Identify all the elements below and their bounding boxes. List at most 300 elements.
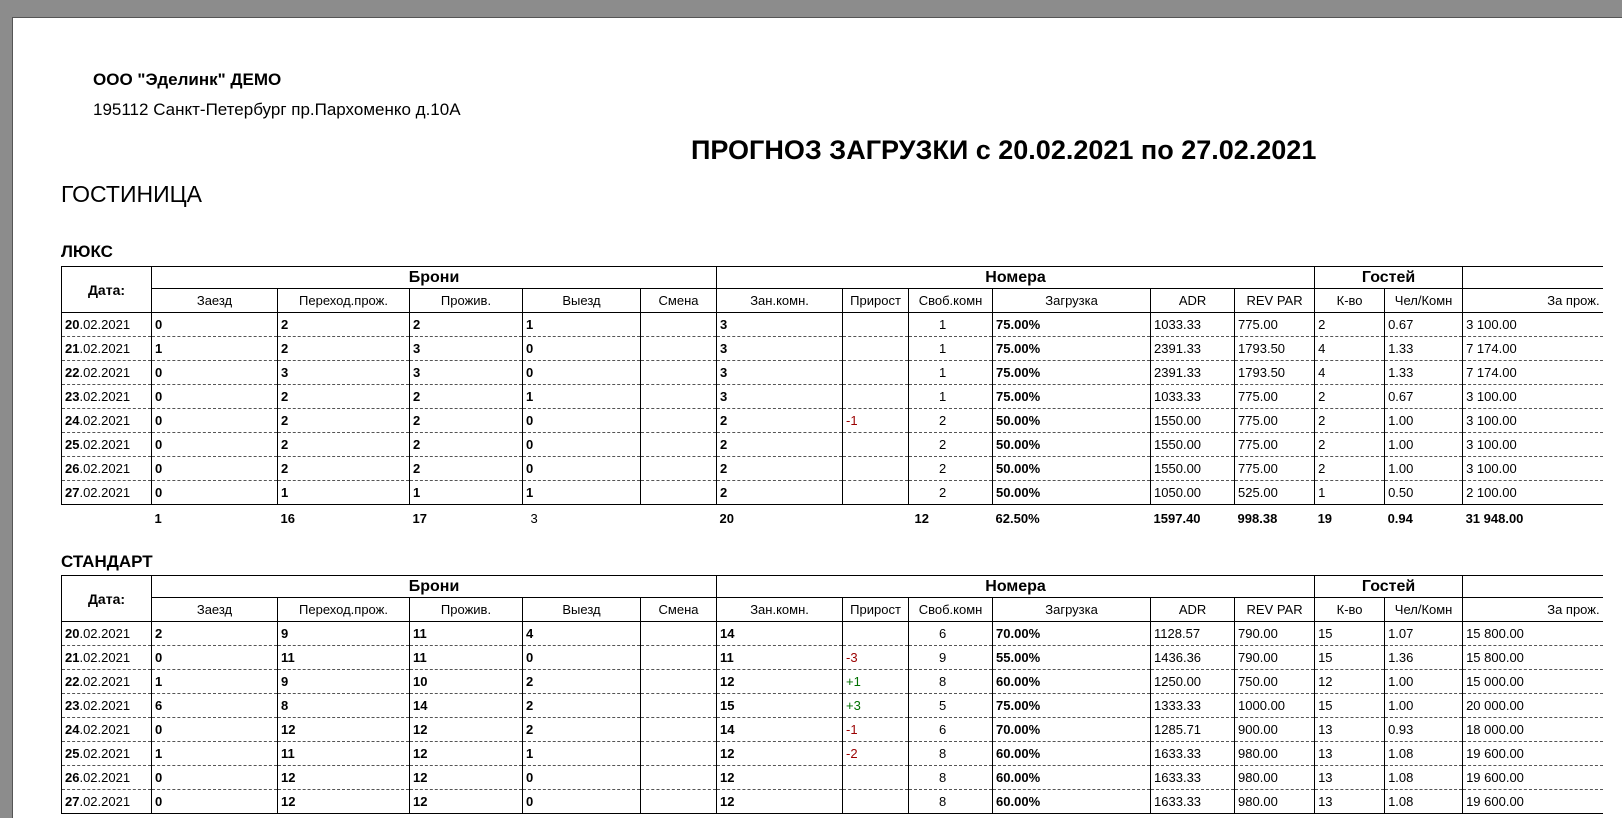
date-rest: .02.2021 <box>79 317 131 332</box>
col-prirost-cell <box>843 622 909 646</box>
header-col-revpar: REV PAR <box>1235 598 1315 622</box>
col-smena-cell <box>641 385 717 409</box>
col-zaproj-cell: 3 100.00 <box>1463 385 1603 409</box>
col-vyezd-cell: 1 <box>523 742 641 766</box>
col-svob-cell: 8 <box>909 670 993 694</box>
header-col-smena: Смена <box>641 598 717 622</box>
col-perehod-cell: 12 <box>278 718 410 742</box>
col-vyezd-cell: 4 <box>523 622 641 646</box>
total-col-zaezd: 1 <box>154 511 162 527</box>
col-zaezd-cell: 2 <box>152 622 278 646</box>
col-smena-cell <box>641 361 717 385</box>
date-cell <box>62 718 152 742</box>
report-page <box>12 17 1622 818</box>
col-vyezd-cell: 2 <box>523 670 641 694</box>
col-smena-cell <box>641 646 717 670</box>
date-cell <box>62 766 152 790</box>
col-vyezd-cell: 0 <box>523 457 641 481</box>
col-perehod-cell: 11 <box>278 742 410 766</box>
date-rest: .02.2021 <box>79 389 131 404</box>
col-kvo-cell: 12 <box>1315 670 1385 694</box>
col-zan-cell: 11 <box>717 646 843 670</box>
header-col-adr: ADR <box>1151 289 1235 313</box>
col-perehod-cell: 2 <box>278 409 410 433</box>
col-chel-cell: 0.67 <box>1385 385 1463 409</box>
date-header: Дата: <box>62 576 152 622</box>
col-kvo-cell: 15 <box>1315 622 1385 646</box>
col-projiv-cell: 12 <box>410 718 523 742</box>
col-zaproj-cell: 20 000.00 <box>1463 694 1603 718</box>
col-prirost-cell <box>843 385 909 409</box>
col-perehod-cell: 12 <box>278 766 410 790</box>
col-zagr-cell: 50.00% <box>993 481 1151 505</box>
col-adr-cell: 1550.00 <box>1151 409 1235 433</box>
col-vyezd-cell: 0 <box>523 766 641 790</box>
col-svob-cell: 6 <box>909 622 993 646</box>
col-revpar-cell: 775.00 <box>1235 313 1315 337</box>
header-col-kvo: К-во <box>1315 289 1385 313</box>
date-cell <box>62 481 152 505</box>
date-cell <box>62 742 152 766</box>
col-adr-cell: 1550.00 <box>1151 457 1235 481</box>
col-projiv-cell: 3 <box>410 361 523 385</box>
col-prirost-cell <box>843 313 909 337</box>
col-chel-cell: 1.00 <box>1385 433 1463 457</box>
date-cell <box>62 313 152 337</box>
col-zagr-cell: 75.00% <box>993 361 1151 385</box>
col-zagr-cell: 55.00% <box>993 646 1151 670</box>
date-rest: .02.2021 <box>79 698 131 713</box>
total-col-smena <box>641 505 717 531</box>
col-chel-cell: 1.33 <box>1385 337 1463 361</box>
col-projiv-cell: 2 <box>410 433 523 457</box>
group-header-gostey: Гостей <box>1315 576 1463 598</box>
header-col-zagr: Загрузка <box>993 598 1151 622</box>
table-row <box>62 337 1603 361</box>
col-prirost-cell <box>843 361 909 385</box>
col-chel-cell: 1.00 <box>1385 409 1463 433</box>
col-kvo-cell: 2 <box>1315 313 1385 337</box>
col-projiv-cell: 2 <box>410 385 523 409</box>
col-chel-cell: 1.07 <box>1385 622 1463 646</box>
date-day: 24 <box>65 722 80 737</box>
date-day: 23 <box>65 389 80 404</box>
col-chel-cell: 1.08 <box>1385 766 1463 790</box>
col-chel-cell: 1.00 <box>1385 457 1463 481</box>
col-perehod-cell: 9 <box>278 670 410 694</box>
col-zaezd-cell: 1 <box>152 337 278 361</box>
col-chel-cell: 1.00 <box>1385 694 1463 718</box>
col-adr-cell: 1333.33 <box>1151 694 1235 718</box>
col-kvo-cell: 2 <box>1315 409 1385 433</box>
col-zaproj-cell: 19 600.00 <box>1463 790 1603 814</box>
col-zaezd-cell: 1 <box>152 742 278 766</box>
col-zagr-cell: 70.00% <box>993 622 1151 646</box>
table-row <box>62 409 1603 433</box>
table-row <box>62 766 1603 790</box>
date-day: 24 <box>65 413 80 428</box>
date-day: 20 <box>65 626 80 641</box>
col-perehod-cell: 11 <box>278 646 410 670</box>
col-adr-cell: 2391.33 <box>1151 337 1235 361</box>
col-zaezd-cell: 0 <box>152 646 278 670</box>
col-zaezd-cell: 0 <box>152 361 278 385</box>
col-zaproj-cell: 3 100.00 <box>1463 457 1603 481</box>
col-prirost-cell: -3 <box>843 646 909 670</box>
col-revpar-cell: 1793.50 <box>1235 361 1315 385</box>
col-vyezd-cell: 0 <box>523 433 641 457</box>
col-kvo-cell: 13 <box>1315 718 1385 742</box>
date-rest: .02.2021 <box>79 794 131 809</box>
col-zan-cell: 3 <box>717 337 843 361</box>
total-col-svob: 12 <box>914 511 930 527</box>
col-zan-cell: 12 <box>717 742 843 766</box>
col-perehod-cell: 2 <box>278 313 410 337</box>
col-svob-cell: 8 <box>909 790 993 814</box>
forecast-table-standard <box>61 575 1603 814</box>
col-svob-cell: 5 <box>909 694 993 718</box>
group-header-broni: Брони <box>152 576 717 598</box>
date-day: 27 <box>65 485 80 500</box>
col-chel-cell: 1.33 <box>1385 361 1463 385</box>
date-rest: .02.2021 <box>79 722 131 737</box>
col-prirost-cell <box>843 766 909 790</box>
company-address: 195112 Санкт-Петербург пр.Пархоменко д.10А <box>93 100 461 119</box>
col-chel-cell: 0.67 <box>1385 313 1463 337</box>
table-row <box>62 433 1603 457</box>
header-col-zaezd: Заезд <box>152 598 278 622</box>
date-cell <box>62 385 152 409</box>
date-day: 21 <box>65 650 80 665</box>
col-zaezd-cell: 0 <box>152 790 278 814</box>
col-revpar-cell: 775.00 <box>1235 409 1315 433</box>
col-prirost-cell <box>843 337 909 361</box>
col-smena-cell <box>641 337 717 361</box>
col-zaproj-cell: 3 100.00 <box>1463 433 1603 457</box>
col-perehod-cell: 8 <box>278 694 410 718</box>
col-zan-cell: 3 <box>717 385 843 409</box>
header-col-chel: Чел/Комн <box>1385 598 1463 622</box>
col-svob-cell: 9 <box>909 646 993 670</box>
col-zan-cell: 3 <box>717 361 843 385</box>
date-rest: .02.2021 <box>79 650 131 665</box>
date-day: 25 <box>65 437 80 452</box>
col-zagr-cell: 50.00% <box>993 433 1151 457</box>
col-zaproj-cell: 19 600.00 <box>1463 742 1603 766</box>
table-row <box>62 694 1603 718</box>
col-adr-cell: 1285.71 <box>1151 718 1235 742</box>
col-revpar-cell: 1793.50 <box>1235 337 1315 361</box>
col-revpar-cell: 775.00 <box>1235 457 1315 481</box>
col-zaproj-cell: 3 100.00 <box>1463 313 1603 337</box>
col-adr-cell: 1033.33 <box>1151 385 1235 409</box>
date-rest: .02.2021 <box>79 674 131 689</box>
table-row <box>62 313 1603 337</box>
date-rest: .02.2021 <box>79 437 131 452</box>
date-cell <box>62 694 152 718</box>
col-svob-cell: 2 <box>909 481 993 505</box>
col-zagr-cell: 75.00% <box>993 313 1151 337</box>
col-svob-cell: 1 <box>909 337 993 361</box>
total-col-prirost <box>843 505 909 531</box>
col-kvo-cell: 15 <box>1315 694 1385 718</box>
col-revpar-cell: 525.00 <box>1235 481 1315 505</box>
report-title: ПРОГНОЗ ЗАГРУЗКИ с 20.02.2021 по 27.02.2021 <box>691 135 1317 165</box>
col-revpar-cell: 900.00 <box>1235 718 1315 742</box>
col-prirost-cell <box>843 457 909 481</box>
table-row <box>62 646 1603 670</box>
col-chel-cell: 1.36 <box>1385 646 1463 670</box>
date-cell <box>62 622 152 646</box>
col-smena-cell <box>641 457 717 481</box>
header-col-zan: Зан.комн. <box>717 289 843 313</box>
total-col-zan: 20 <box>719 511 735 527</box>
col-kvo-cell: 2 <box>1315 385 1385 409</box>
col-adr-cell: 1633.33 <box>1151 790 1235 814</box>
col-zan-cell: 2 <box>717 433 843 457</box>
col-prirost-cell: +1 <box>843 670 909 694</box>
col-vyezd-cell: 2 <box>523 694 641 718</box>
forecast-table-lux <box>61 266 1603 531</box>
col-vyezd-cell: 0 <box>523 646 641 670</box>
col-vyezd-cell: 0 <box>523 337 641 361</box>
col-adr-cell: 2391.33 <box>1151 361 1235 385</box>
total-col-kvo: 19 <box>1317 511 1333 527</box>
date-header: Дата: <box>62 267 152 313</box>
col-zan-cell: 14 <box>717 718 843 742</box>
header-col-zaproj: За прож. <box>1463 598 1603 622</box>
date-day: 26 <box>65 461 80 476</box>
col-svob-cell: 1 <box>909 361 993 385</box>
col-perehod-cell: 1 <box>278 481 410 505</box>
header-col-revpar: REV PAR <box>1235 289 1315 313</box>
col-zan-cell: 2 <box>717 409 843 433</box>
totals-row <box>62 505 1603 531</box>
col-revpar-cell: 775.00 <box>1235 433 1315 457</box>
col-adr-cell: 1128.57 <box>1151 622 1235 646</box>
col-chel-cell: 0.50 <box>1385 481 1463 505</box>
col-zan-cell: 12 <box>717 766 843 790</box>
header-col-smena: Смена <box>641 289 717 313</box>
col-svob-cell: 8 <box>909 766 993 790</box>
col-zaproj-cell: 19 600.00 <box>1463 766 1603 790</box>
col-projiv-cell: 11 <box>410 622 523 646</box>
col-svob-cell: 1 <box>909 385 993 409</box>
col-projiv-cell: 2 <box>410 457 523 481</box>
total-col-revpar: 998.38 <box>1237 511 1278 527</box>
col-zaezd-cell: 0 <box>152 481 278 505</box>
col-perehod-cell: 2 <box>278 337 410 361</box>
col-perehod-cell: 2 <box>278 385 410 409</box>
col-zagr-cell: 60.00% <box>993 670 1151 694</box>
date-cell <box>62 337 152 361</box>
col-zagr-cell: 60.00% <box>993 742 1151 766</box>
col-zagr-cell: 50.00% <box>993 409 1151 433</box>
total-col-zagr: 62.50% <box>995 511 1040 527</box>
date-day: 20 <box>65 317 80 332</box>
col-zaproj-cell: 2 100.00 <box>1463 481 1603 505</box>
col-prirost-cell: -1 <box>843 718 909 742</box>
col-svob-cell: 8 <box>909 742 993 766</box>
col-adr-cell: 1050.00 <box>1151 481 1235 505</box>
group-header-nomera: Номера <box>717 267 1315 289</box>
table-row <box>62 457 1603 481</box>
col-projiv-cell: 12 <box>410 742 523 766</box>
col-vyezd-cell: 0 <box>523 409 641 433</box>
col-prirost-cell: -2 <box>843 742 909 766</box>
col-smena-cell <box>641 622 717 646</box>
date-rest: .02.2021 <box>79 626 131 641</box>
table-row <box>62 622 1603 646</box>
total-col-vyezd: 3 <box>530 511 538 527</box>
col-revpar-cell: 750.00 <box>1235 670 1315 694</box>
header-col-zaezd: Заезд <box>152 289 278 313</box>
col-adr-cell: 1250.00 <box>1151 670 1235 694</box>
date-rest: .02.2021 <box>79 770 131 785</box>
total-col-zaproj: 31 948.00 <box>1465 511 1524 527</box>
date-day: 25 <box>65 746 80 761</box>
col-zaproj-cell: 15 000.00 <box>1463 670 1603 694</box>
total-col-adr: 1597.40 <box>1153 511 1201 527</box>
table-row <box>62 670 1603 694</box>
col-projiv-cell: 1 <box>410 481 523 505</box>
col-svob-cell: 6 <box>909 718 993 742</box>
col-projiv-cell: 11 <box>410 646 523 670</box>
col-zaezd-cell: 0 <box>152 409 278 433</box>
date-day: 27 <box>65 794 80 809</box>
col-adr-cell: 1033.33 <box>1151 313 1235 337</box>
date-day: 22 <box>65 365 80 380</box>
header-col-zan: Зан.комн. <box>717 598 843 622</box>
col-zan-cell: 14 <box>717 622 843 646</box>
total-col-perehod: 16 <box>280 511 295 527</box>
col-perehod-cell: 2 <box>278 457 410 481</box>
col-kvo-cell: 13 <box>1315 766 1385 790</box>
col-vyezd-cell: 0 <box>523 790 641 814</box>
date-rest: .02.2021 <box>79 485 131 500</box>
section-title-lux: ЛЮКС <box>61 242 113 261</box>
col-svob-cell: 1 <box>909 313 993 337</box>
col-smena-cell <box>641 481 717 505</box>
col-svob-cell: 2 <box>909 433 993 457</box>
col-prirost-cell <box>843 790 909 814</box>
col-chel-cell: 1.08 <box>1385 790 1463 814</box>
col-zagr-cell: 60.00% <box>993 790 1151 814</box>
col-projiv-cell: 12 <box>410 790 523 814</box>
col-zagr-cell: 50.00% <box>993 457 1151 481</box>
date-day: 21 <box>65 341 80 356</box>
col-perehod-cell: 3 <box>278 361 410 385</box>
col-smena-cell <box>641 694 717 718</box>
col-smena-cell <box>641 670 717 694</box>
col-revpar-cell: 790.00 <box>1235 646 1315 670</box>
col-kvo-cell: 15 <box>1315 646 1385 670</box>
col-zaproj-cell: 15 800.00 <box>1463 646 1603 670</box>
table-row <box>62 481 1603 505</box>
header-col-zaproj: За прож. <box>1463 289 1603 313</box>
date-cell <box>62 361 152 385</box>
col-revpar-cell: 1000.00 <box>1235 694 1315 718</box>
col-kvo-cell: 1 <box>1315 481 1385 505</box>
table-row <box>62 385 1603 409</box>
col-zaezd-cell: 0 <box>152 766 278 790</box>
col-revpar-cell: 980.00 <box>1235 790 1315 814</box>
col-kvo-cell: 4 <box>1315 337 1385 361</box>
col-zan-cell: 12 <box>717 790 843 814</box>
date-rest: .02.2021 <box>79 341 131 356</box>
col-vyezd-cell: 1 <box>523 481 641 505</box>
col-vyezd-cell: 1 <box>523 385 641 409</box>
col-projiv-cell: 2 <box>410 313 523 337</box>
col-zaproj-cell: 7 174.00 <box>1463 361 1603 385</box>
header-col-svob: Своб.комн <box>909 598 993 622</box>
col-revpar-cell: 980.00 <box>1235 742 1315 766</box>
col-prirost-cell: -1 <box>843 409 909 433</box>
table-row <box>62 790 1603 814</box>
table-row <box>62 718 1603 742</box>
col-revpar-cell: 980.00 <box>1235 766 1315 790</box>
col-prirost-cell <box>843 433 909 457</box>
group-header-broni: Брони <box>152 267 717 289</box>
col-zaproj-cell: 15 800.00 <box>1463 622 1603 646</box>
col-zaezd-cell: 0 <box>152 718 278 742</box>
hotel-heading: ГОСТИНИЦА <box>61 181 202 207</box>
header-col-prirost: Прирост <box>843 289 909 313</box>
date-cell <box>62 790 152 814</box>
col-zaproj-cell: 18 000.00 <box>1463 718 1603 742</box>
totals-empty-date <box>62 505 152 531</box>
col-zan-cell: 3 <box>717 313 843 337</box>
date-cell <box>62 433 152 457</box>
col-vyezd-cell: 1 <box>523 313 641 337</box>
date-cell <box>62 646 152 670</box>
header-col-prirost: Прирост <box>843 598 909 622</box>
col-adr-cell: 1550.00 <box>1151 433 1235 457</box>
date-rest: .02.2021 <box>79 413 131 428</box>
col-smena-cell <box>641 433 717 457</box>
col-zaproj-cell: 3 100.00 <box>1463 409 1603 433</box>
col-zaproj-cell: 7 174.00 <box>1463 337 1603 361</box>
header-col-projiv: Прожив. <box>410 289 523 313</box>
col-zaezd-cell: 0 <box>152 385 278 409</box>
header-col-zagr: Загрузка <box>993 289 1151 313</box>
col-perehod-cell: 9 <box>278 622 410 646</box>
col-zan-cell: 2 <box>717 457 843 481</box>
col-adr-cell: 1436.36 <box>1151 646 1235 670</box>
col-kvo-cell: 4 <box>1315 361 1385 385</box>
col-zagr-cell: 75.00% <box>993 385 1151 409</box>
col-adr-cell: 1633.33 <box>1151 742 1235 766</box>
header-col-vyezd: Выезд <box>523 289 641 313</box>
col-revpar-cell: 790.00 <box>1235 622 1315 646</box>
col-kvo-cell: 13 <box>1315 742 1385 766</box>
header-col-projiv: Прожив. <box>410 598 523 622</box>
col-zaezd-cell: 0 <box>152 457 278 481</box>
col-perehod-cell: 2 <box>278 433 410 457</box>
col-smena-cell <box>641 409 717 433</box>
header-col-perehod: Переход.прож. <box>278 598 410 622</box>
col-zagr-cell: 75.00% <box>993 694 1151 718</box>
col-zan-cell: 2 <box>717 481 843 505</box>
date-day: 22 <box>65 674 80 689</box>
date-rest: .02.2021 <box>79 461 131 476</box>
col-smena-cell <box>641 742 717 766</box>
date-cell <box>62 409 152 433</box>
group-header-empty <box>1463 267 1603 289</box>
col-prirost-cell: +3 <box>843 694 909 718</box>
col-smena-cell <box>641 313 717 337</box>
col-projiv-cell: 14 <box>410 694 523 718</box>
